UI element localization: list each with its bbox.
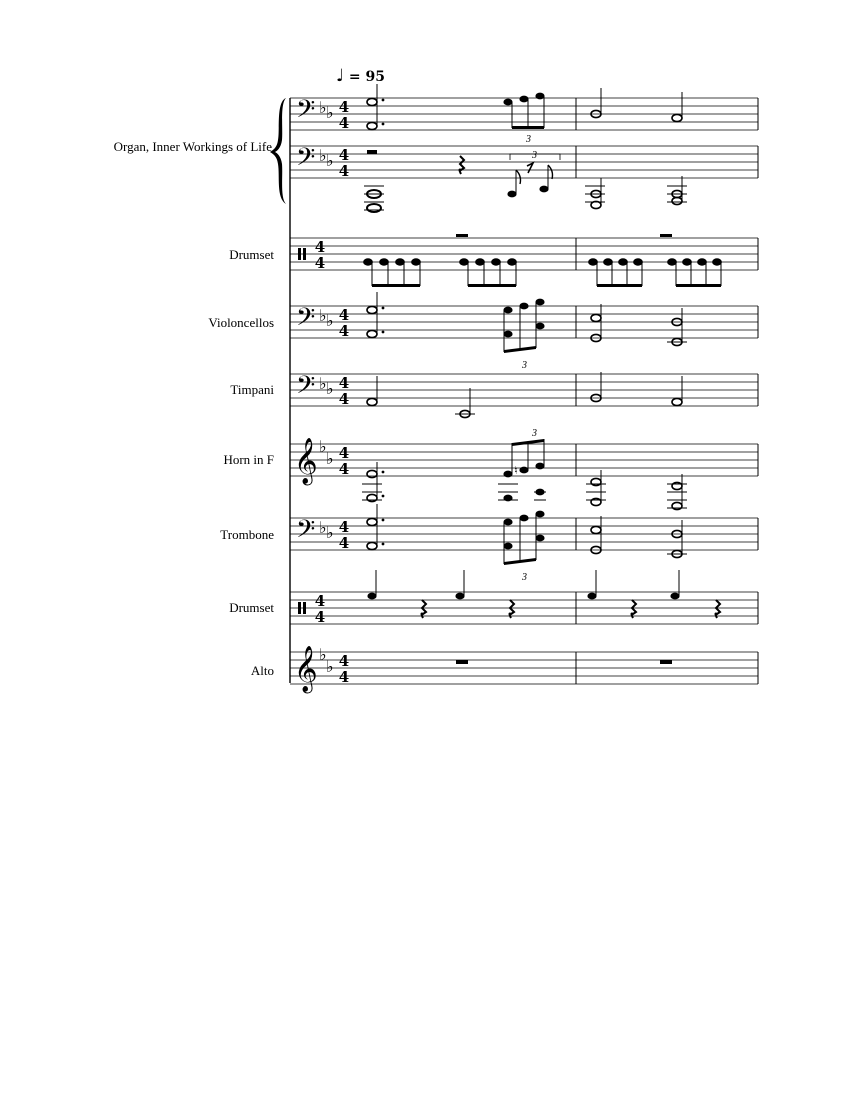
note-head: [683, 259, 692, 265]
quarter-rest-icon: [632, 600, 637, 618]
quarter-rest-icon: [716, 600, 721, 618]
svg-text:4: 4: [314, 608, 326, 626]
alto-notes: [456, 660, 672, 664]
note-head: [535, 535, 544, 542]
note-head: [367, 122, 377, 129]
svg-text:4: 4: [338, 652, 350, 670]
whole-note-head: [367, 204, 381, 212]
flat-icon: ♭: [319, 306, 327, 325]
note-head: [672, 114, 682, 121]
half-rest-icon: [367, 150, 377, 154]
svg-text:4: 4: [338, 460, 350, 478]
bass-clef-icon: 𝄢: [296, 303, 316, 338]
note-head: [672, 398, 682, 405]
svg-text:4: 4: [338, 668, 350, 686]
tuplet-label: 3: [526, 134, 531, 145]
label-drumset-1: Drumset: [229, 247, 274, 262]
note-head: [591, 498, 601, 505]
beam: [676, 284, 721, 287]
flat-icon: ♭: [319, 518, 327, 537]
flat-icon: ♭: [319, 374, 327, 393]
label-drumset-2: Drumset: [229, 600, 274, 615]
svg-text:4: 4: [314, 254, 326, 272]
key-signatures: [319, 98, 334, 676]
note-head: [670, 593, 679, 600]
label-violoncellos: Violoncellos: [208, 315, 274, 330]
note-head: [589, 259, 598, 265]
svg-text:♭: ♭: [326, 379, 334, 398]
treble-clef-icon: 𝄞: [294, 438, 318, 484]
svg-text:4: 4: [338, 390, 350, 408]
note-head: [698, 259, 707, 265]
whole-rest-icon: [660, 234, 672, 237]
svg-text:♭: ♭: [326, 151, 334, 170]
note-head: [587, 593, 596, 600]
treble-clef-icon: 𝄞: [294, 646, 318, 692]
note-head: [503, 307, 512, 314]
tuplet-label: 3: [532, 150, 537, 161]
label-organ: Organ, Inner Workings of Life: [113, 139, 272, 154]
note-head: [364, 259, 373, 265]
note-head: [367, 542, 377, 549]
note-head: [492, 259, 501, 265]
flat-icon: ♭: [319, 645, 327, 664]
note-head: [476, 259, 485, 265]
whole-rest-icon: [660, 660, 672, 664]
time-sig-top: 4: [338, 98, 350, 116]
note-head: [634, 259, 643, 265]
tuplet-label: 3: [532, 428, 537, 439]
quarter-rest-icon: [510, 600, 515, 618]
svg-text:4: 4: [338, 146, 350, 164]
note-head: [519, 515, 528, 522]
percussion-clef-icon: [298, 602, 301, 614]
organ-brace: [270, 98, 286, 204]
note-head: [591, 526, 601, 533]
tuplet-label: 3: [522, 572, 527, 583]
organ-lower-notes: [364, 150, 687, 212]
note-head: [519, 303, 528, 310]
note-head: [672, 482, 682, 489]
quarter-rest-icon: [422, 600, 427, 618]
svg-text:4: 4: [338, 518, 350, 536]
svg-text:4: 4: [338, 444, 350, 462]
svg-text:4: 4: [338, 162, 350, 180]
note-head: [672, 502, 682, 509]
svg-text:4: 4: [314, 592, 326, 610]
note-head: [367, 494, 377, 501]
note-head: [396, 259, 405, 265]
label-horn: Horn in F: [223, 452, 274, 467]
note-head: [503, 99, 512, 106]
note-head: [367, 330, 377, 337]
note-head: [507, 191, 516, 198]
note-head: [503, 519, 512, 526]
tuplet-label: 3: [522, 360, 527, 371]
svg-text:4: 4: [314, 238, 326, 256]
svg-text:4: 4: [338, 534, 350, 552]
note-head: [539, 186, 548, 193]
note-head: [380, 259, 389, 265]
svg-text:4: 4: [338, 114, 350, 132]
beam: [468, 284, 516, 287]
whole-rest-icon: [456, 234, 468, 237]
note-head: [503, 543, 512, 550]
percussion-clef-icon: [298, 248, 301, 260]
bass-clef-icon: 𝄢: [296, 143, 316, 178]
trombone-notes: [367, 504, 687, 583]
bass-clef-icon: 𝄢: [296, 95, 316, 130]
tempo-text: = 95: [348, 69, 385, 85]
note-head: [519, 467, 528, 474]
note-head: [672, 197, 682, 204]
staff-lines: [290, 98, 758, 684]
svg-text:♭: ♭: [326, 523, 334, 542]
note-head: [503, 471, 512, 478]
note-head: [535, 463, 544, 470]
eighth-rest-icon: [527, 163, 533, 173]
natural-icon: ♮: [514, 464, 518, 477]
label-timpani: Timpani: [230, 382, 274, 397]
note-head: [367, 398, 377, 405]
quarter-note-icon: ♩: [336, 66, 345, 86]
note-head: [668, 259, 677, 265]
bass-clef-icon: 𝄢: [296, 515, 316, 550]
label-alto: Alto: [250, 663, 274, 678]
note-head: [535, 93, 544, 100]
timpani-notes: [367, 372, 682, 418]
svg-text:♭: ♭: [326, 311, 334, 330]
note-head: [367, 593, 376, 600]
beam: [597, 284, 642, 287]
note-head: [412, 259, 421, 265]
note-head: [619, 259, 628, 265]
svg-text:♭: ♭: [326, 657, 334, 676]
flat-icon: ♭: [319, 437, 327, 456]
whole-rest-icon: [456, 660, 468, 664]
beam: [372, 284, 420, 287]
organ-upper-notes: [367, 84, 682, 145]
note-head: [535, 323, 544, 330]
drumset-2-notes: [367, 570, 720, 618]
note-head: [367, 306, 377, 313]
note-head: [367, 518, 377, 525]
violoncellos-notes: [367, 292, 687, 371]
note-head: [503, 331, 512, 338]
label-trombone: Trombone: [220, 527, 274, 542]
horn-notes: [362, 428, 687, 510]
note-head: [367, 470, 377, 477]
drumset-1-eighths: [364, 259, 722, 287]
note-head: [591, 478, 601, 485]
note-head: [508, 259, 517, 265]
svg-text:4: 4: [338, 322, 350, 340]
note-head: [535, 299, 544, 306]
note-head: [519, 96, 528, 103]
note-head: [591, 314, 601, 321]
drumset-1-notes: [456, 234, 672, 237]
flat-icon: ♭: [319, 98, 327, 117]
svg-text:♭: ♭: [326, 449, 334, 468]
svg-text:4: 4: [338, 306, 350, 324]
flat-icon: ♭: [319, 146, 327, 165]
note-head: [460, 259, 469, 265]
note-head: [455, 593, 464, 600]
svg-text:4: 4: [338, 374, 350, 392]
note-head: [604, 259, 613, 265]
quarter-rest-icon: [460, 156, 465, 174]
bass-clef-icon: 𝄢: [296, 371, 316, 406]
note-head: [367, 98, 377, 105]
svg-text:♭: ♭: [326, 103, 334, 122]
note-head: [713, 259, 722, 265]
note-head: [535, 511, 544, 518]
